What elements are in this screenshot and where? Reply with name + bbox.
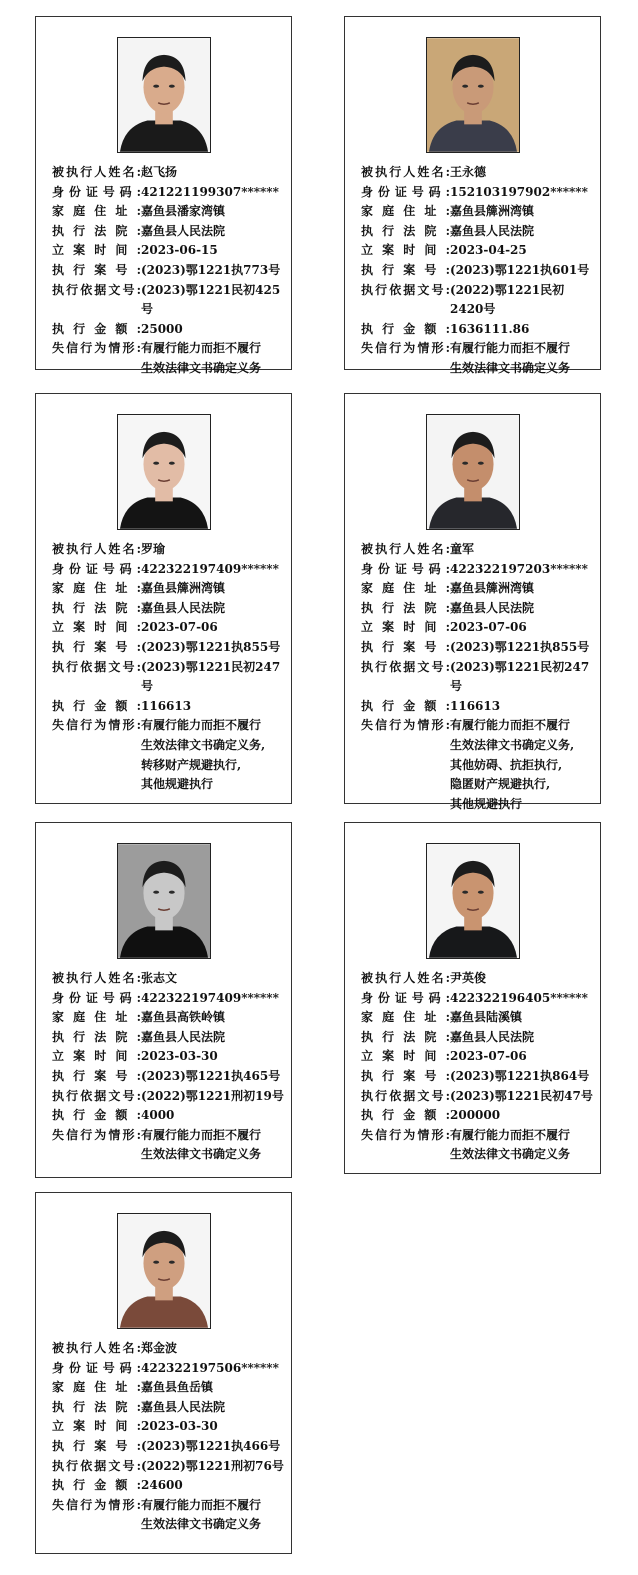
field-label-court: 执行法院: [52, 600, 141, 615]
field-label-address: 家庭住址: [52, 1380, 141, 1395]
field-value-date: 2023-04-25 [450, 243, 527, 258]
field-row-date [52, 241, 285, 261]
field-row-basis [361, 658, 594, 697]
field-value-id: 422322197409****** [141, 561, 279, 576]
field-row-id [361, 560, 594, 580]
field-value-basis: (2022)鄂1221刑初19号 [141, 1088, 284, 1103]
field-label-amount: 执行金额: [361, 1108, 450, 1123]
field-value-behavior: 有履行能力而拒不履行 生效法律文书确定义务 [141, 1127, 262, 1162]
field-label-id: 身份证号码: [52, 1360, 141, 1375]
field-value-id: 421221199307****** [141, 184, 279, 199]
field-row-date [361, 241, 594, 261]
field-value-id: 422322197203****** [450, 561, 588, 576]
person-photo [117, 1213, 211, 1329]
field-value-address: 嘉鱼县鱼岳镇 [141, 1380, 214, 1395]
field-value-id: 152103197902****** [450, 184, 588, 199]
field-label-behavior: 失信行为情形: [52, 718, 141, 733]
person-card [344, 822, 601, 1174]
field-value-address: 嘉鱼县陆溪镇 [450, 1010, 523, 1025]
field-label-basis: 执行依据文号: [361, 1088, 450, 1103]
field-row-address [361, 579, 594, 599]
field-value-basis: (2023)鄂1221民初247号 [141, 659, 281, 694]
field-label-amount: 执行金额: [52, 321, 141, 336]
field-value-court: 嘉鱼县人民法院 [141, 1029, 226, 1044]
field-value-date: 2023-07-06 [141, 620, 218, 635]
field-label-court: 执行法院: [52, 1399, 141, 1414]
person-photo [426, 414, 520, 530]
field-row-court [52, 1398, 285, 1418]
field-value-address: 嘉鱼县簰洲湾镇 [450, 581, 535, 596]
field-row-behavior [52, 339, 285, 378]
field-row-behavior [52, 716, 285, 794]
field-label-id: 身份证号码: [361, 561, 450, 576]
person-fields [52, 540, 285, 795]
field-row-id [52, 1359, 285, 1379]
field-value-basis: (2023)鄂1221民初47号 [450, 1088, 593, 1103]
field-label-case: 执行案号: [52, 262, 141, 277]
field-value-court: 嘉鱼县人民法院 [450, 1029, 535, 1044]
field-label-id: 身份证号码: [52, 561, 141, 576]
field-value-amount: 1636111.86 [450, 321, 530, 336]
field-value-basis: (2022)鄂1221刑初76号 [141, 1458, 284, 1473]
person-card [344, 393, 601, 811]
field-row-date [52, 618, 285, 638]
field-label-case: 执行案号: [361, 262, 450, 277]
field-value-id: 422322196405****** [450, 990, 588, 1005]
field-row-id [361, 183, 594, 203]
field-row-name [52, 540, 285, 560]
field-row-address [361, 202, 594, 222]
field-value-name: 尹英俊 [450, 971, 487, 985]
field-value-case: (2023)鄂1221执465号 [141, 1068, 281, 1083]
person-photo [426, 37, 520, 153]
field-label-amount: 执行金额: [52, 698, 141, 713]
person-fields [361, 540, 594, 814]
field-row-amount [52, 1476, 285, 1496]
field-value-address: 嘉鱼县簰洲湾镇 [141, 581, 226, 596]
field-value-behavior: 有履行能力而拒不履行 生效法律文书确定义务 [141, 341, 262, 375]
field-label-case: 执行案号: [52, 1438, 141, 1453]
field-row-amount [52, 1106, 285, 1126]
field-value-case: (2023)鄂1221执855号 [141, 639, 281, 654]
field-label-address: 家庭住址: [52, 1010, 141, 1025]
field-row-case [52, 638, 285, 658]
field-label-behavior: 失信行为情形: [52, 1497, 141, 1512]
field-label-court: 执行法院: [361, 223, 450, 238]
field-label-behavior: 失信行为情形: [52, 1127, 141, 1142]
field-row-case [52, 1067, 285, 1087]
field-value-court: 嘉鱼县人民法院 [450, 223, 535, 238]
field-value-basis: (2023)鄂1221民初247号 [450, 659, 590, 694]
field-value-amount: 200000 [450, 1108, 501, 1123]
field-value-name: 张志文 [141, 971, 178, 985]
field-value-basis: (2022)鄂1221民初2420号 [450, 282, 565, 317]
field-value-case: (2023)鄂1221执773号 [141, 262, 281, 277]
field-row-name [361, 540, 594, 560]
field-value-date: 2023-03-30 [141, 1049, 218, 1064]
field-label-date: 立案时间: [361, 243, 450, 258]
field-row-name [52, 969, 285, 989]
person-photo [426, 843, 520, 959]
field-value-amount: 116613 [450, 698, 501, 713]
field-row-basis [52, 281, 285, 320]
field-row-date [52, 1047, 285, 1067]
field-value-amount: 25000 [141, 321, 183, 336]
field-row-court [52, 599, 285, 619]
field-row-behavior [52, 1126, 285, 1165]
field-value-name: 王永德 [450, 165, 487, 179]
field-value-case: (2023)鄂1221执466号 [141, 1438, 281, 1453]
field-value-address: 嘉鱼县潘家湾镇 [141, 204, 226, 219]
field-row-case [52, 261, 285, 281]
person-card [344, 16, 601, 375]
field-value-name: 童军 [450, 542, 475, 556]
field-value-case: (2023)鄂1221执855号 [450, 639, 590, 654]
field-value-case: (2023)鄂1221执864号 [450, 1068, 590, 1083]
person-fields [52, 969, 285, 1165]
field-row-id [52, 560, 285, 580]
person-card [35, 393, 292, 804]
field-label-address: 家庭住址: [52, 581, 141, 596]
person-fields [361, 969, 594, 1165]
field-label-basis: 执行依据文号: [52, 1088, 141, 1103]
field-label-address: 家庭住址: [361, 581, 450, 596]
field-label-amount: 执行金额: [361, 321, 450, 336]
person-card [35, 1192, 292, 1554]
field-label-behavior: 失信行为情形: [361, 718, 450, 733]
field-row-court [361, 1028, 594, 1048]
person-card [35, 822, 292, 1178]
field-value-amount: 4000 [141, 1108, 175, 1123]
person-fields [52, 1339, 285, 1535]
field-value-behavior: 有履行能力而拒不履行 生效法律文书确定义务, 转移财产规避执行, 其他规避执行 [141, 718, 266, 792]
field-row-date [52, 1417, 285, 1437]
field-row-behavior [361, 716, 594, 814]
field-label-amount: 执行金额: [52, 1478, 141, 1493]
field-value-id: 422322197409****** [141, 990, 279, 1005]
field-value-amount: 116613 [141, 698, 192, 713]
field-value-name: 罗瑜 [141, 542, 166, 556]
field-label-date: 立案时间: [361, 1049, 450, 1064]
person-fields [52, 163, 285, 379]
field-label-basis: 执行依据文号: [361, 282, 450, 297]
field-row-case [361, 638, 594, 658]
field-label-id: 身份证号码: [361, 184, 450, 199]
field-label-case: 执行案号: [361, 1068, 450, 1083]
field-value-date: 2023-06-15 [141, 243, 218, 258]
field-label-date: 立案时间: [361, 620, 450, 635]
field-value-address: 嘉鱼县簰洲湾镇 [450, 204, 535, 219]
field-label-name: 被执行人姓名: [52, 1341, 141, 1355]
field-label-basis: 执行依据文号: [52, 1458, 141, 1473]
field-value-case: (2023)鄂1221执601号 [450, 262, 590, 277]
field-value-behavior: 有履行能力而拒不履行 生效法律文书确定义务 [450, 1127, 571, 1162]
field-label-court: 执行法院: [361, 600, 450, 615]
person-photo [117, 414, 211, 530]
field-value-behavior: 有履行能力而拒不履行 生效法律文书确定义务 [141, 1497, 262, 1532]
field-label-amount: 执行金额: [52, 1108, 141, 1123]
field-row-behavior [52, 1496, 285, 1535]
field-label-id: 身份证号码: [361, 990, 450, 1005]
field-label-name: 被执行人姓名: [52, 165, 141, 179]
field-value-name: 赵飞扬 [141, 165, 178, 179]
field-row-court [52, 222, 285, 242]
field-row-address [52, 579, 285, 599]
field-label-court: 执行法院: [52, 223, 141, 238]
field-label-name: 被执行人姓名: [361, 165, 450, 179]
field-label-id: 身份证号码: [52, 184, 141, 199]
field-value-amount: 24600 [141, 1478, 183, 1493]
field-label-basis: 执行依据文号: [52, 659, 141, 674]
field-label-case: 执行案号: [52, 1068, 141, 1083]
field-row-case [361, 1067, 594, 1087]
field-row-id [52, 989, 285, 1009]
field-row-name [361, 163, 594, 183]
field-label-basis: 执行依据文号: [52, 282, 141, 297]
field-value-court: 嘉鱼县人民法院 [141, 223, 226, 238]
field-row-basis [361, 281, 594, 320]
field-row-court [52, 1028, 285, 1048]
field-value-court: 嘉鱼县人民法院 [141, 1399, 226, 1414]
person-card [35, 16, 292, 375]
field-row-name [52, 163, 285, 183]
field-row-amount [52, 320, 285, 340]
field-row-case [361, 261, 594, 281]
field-row-court [361, 599, 594, 619]
field-row-basis [52, 658, 285, 697]
field-row-name [52, 1339, 285, 1359]
field-value-basis: (2023)鄂1221民初425号 [141, 282, 281, 317]
field-row-amount [361, 1106, 594, 1126]
field-row-name [361, 969, 594, 989]
field-row-case [52, 1437, 285, 1457]
field-label-address: 家庭住址: [361, 204, 450, 219]
field-value-id: 422322197506****** [141, 1360, 279, 1375]
field-label-id: 身份证号码: [52, 990, 141, 1005]
person-photo [117, 37, 211, 153]
field-row-address [52, 1008, 285, 1028]
field-label-address: 家庭住址: [52, 204, 141, 219]
field-value-behavior: 有履行能力而拒不履行 生效法律文书确定义务, 其他妨碍、抗拒执行, 隐匿财产规避执行, 其他规避执行 [450, 718, 575, 811]
field-label-name: 被执行人姓名: [361, 971, 450, 985]
field-row-address [52, 202, 285, 222]
field-row-address [52, 1378, 285, 1398]
field-row-id [361, 989, 594, 1009]
field-label-date: 立案时间: [52, 1049, 141, 1064]
field-label-court: 执行法院: [361, 1029, 450, 1044]
field-label-name: 被执行人姓名: [361, 542, 450, 556]
field-value-address: 嘉鱼县高铁岭镇 [141, 1010, 226, 1025]
field-row-basis [52, 1087, 285, 1107]
field-label-date: 立案时间: [52, 1419, 141, 1434]
field-row-amount [361, 320, 594, 340]
field-value-behavior: 有履行能力而拒不履行 生效法律文书确定义务 [450, 341, 571, 375]
field-row-behavior [361, 1126, 594, 1165]
field-label-basis: 执行依据文号: [361, 659, 450, 674]
field-value-court: 嘉鱼县人民法院 [141, 600, 226, 615]
field-value-date: 2023-07-06 [450, 620, 527, 635]
field-label-case: 执行案号: [52, 639, 141, 654]
field-label-date: 立案时间: [52, 620, 141, 635]
field-label-amount: 执行金额: [361, 698, 450, 713]
field-value-date: 2023-07-06 [450, 1049, 527, 1064]
field-row-date [361, 618, 594, 638]
field-label-date: 立案时间: [52, 243, 141, 258]
field-label-case: 执行案号: [361, 639, 450, 654]
field-label-court: 执行法院: [52, 1029, 141, 1044]
field-row-basis [52, 1457, 285, 1477]
field-row-date [361, 1047, 594, 1067]
field-value-date: 2023-03-30 [141, 1419, 218, 1434]
field-row-basis [361, 1087, 594, 1107]
field-label-name: 被执行人姓名: [52, 542, 141, 556]
field-row-behavior [361, 339, 594, 378]
field-value-court: 嘉鱼县人民法院 [450, 600, 535, 615]
field-row-amount [361, 697, 594, 717]
field-label-behavior: 失信行为情形: [361, 1127, 450, 1142]
field-label-address: 家庭住址: [361, 1010, 450, 1025]
field-row-id [52, 183, 285, 203]
field-value-name: 郑金波 [141, 1341, 178, 1355]
field-row-address [361, 1008, 594, 1028]
field-row-court [361, 222, 594, 242]
person-fields [361, 163, 594, 379]
field-label-behavior: 失信行为情形: [361, 341, 450, 356]
person-photo [117, 843, 211, 959]
field-label-behavior: 失信行为情形: [52, 341, 141, 356]
field-row-amount [52, 697, 285, 717]
field-label-name: 被执行人姓名: [52, 971, 141, 985]
